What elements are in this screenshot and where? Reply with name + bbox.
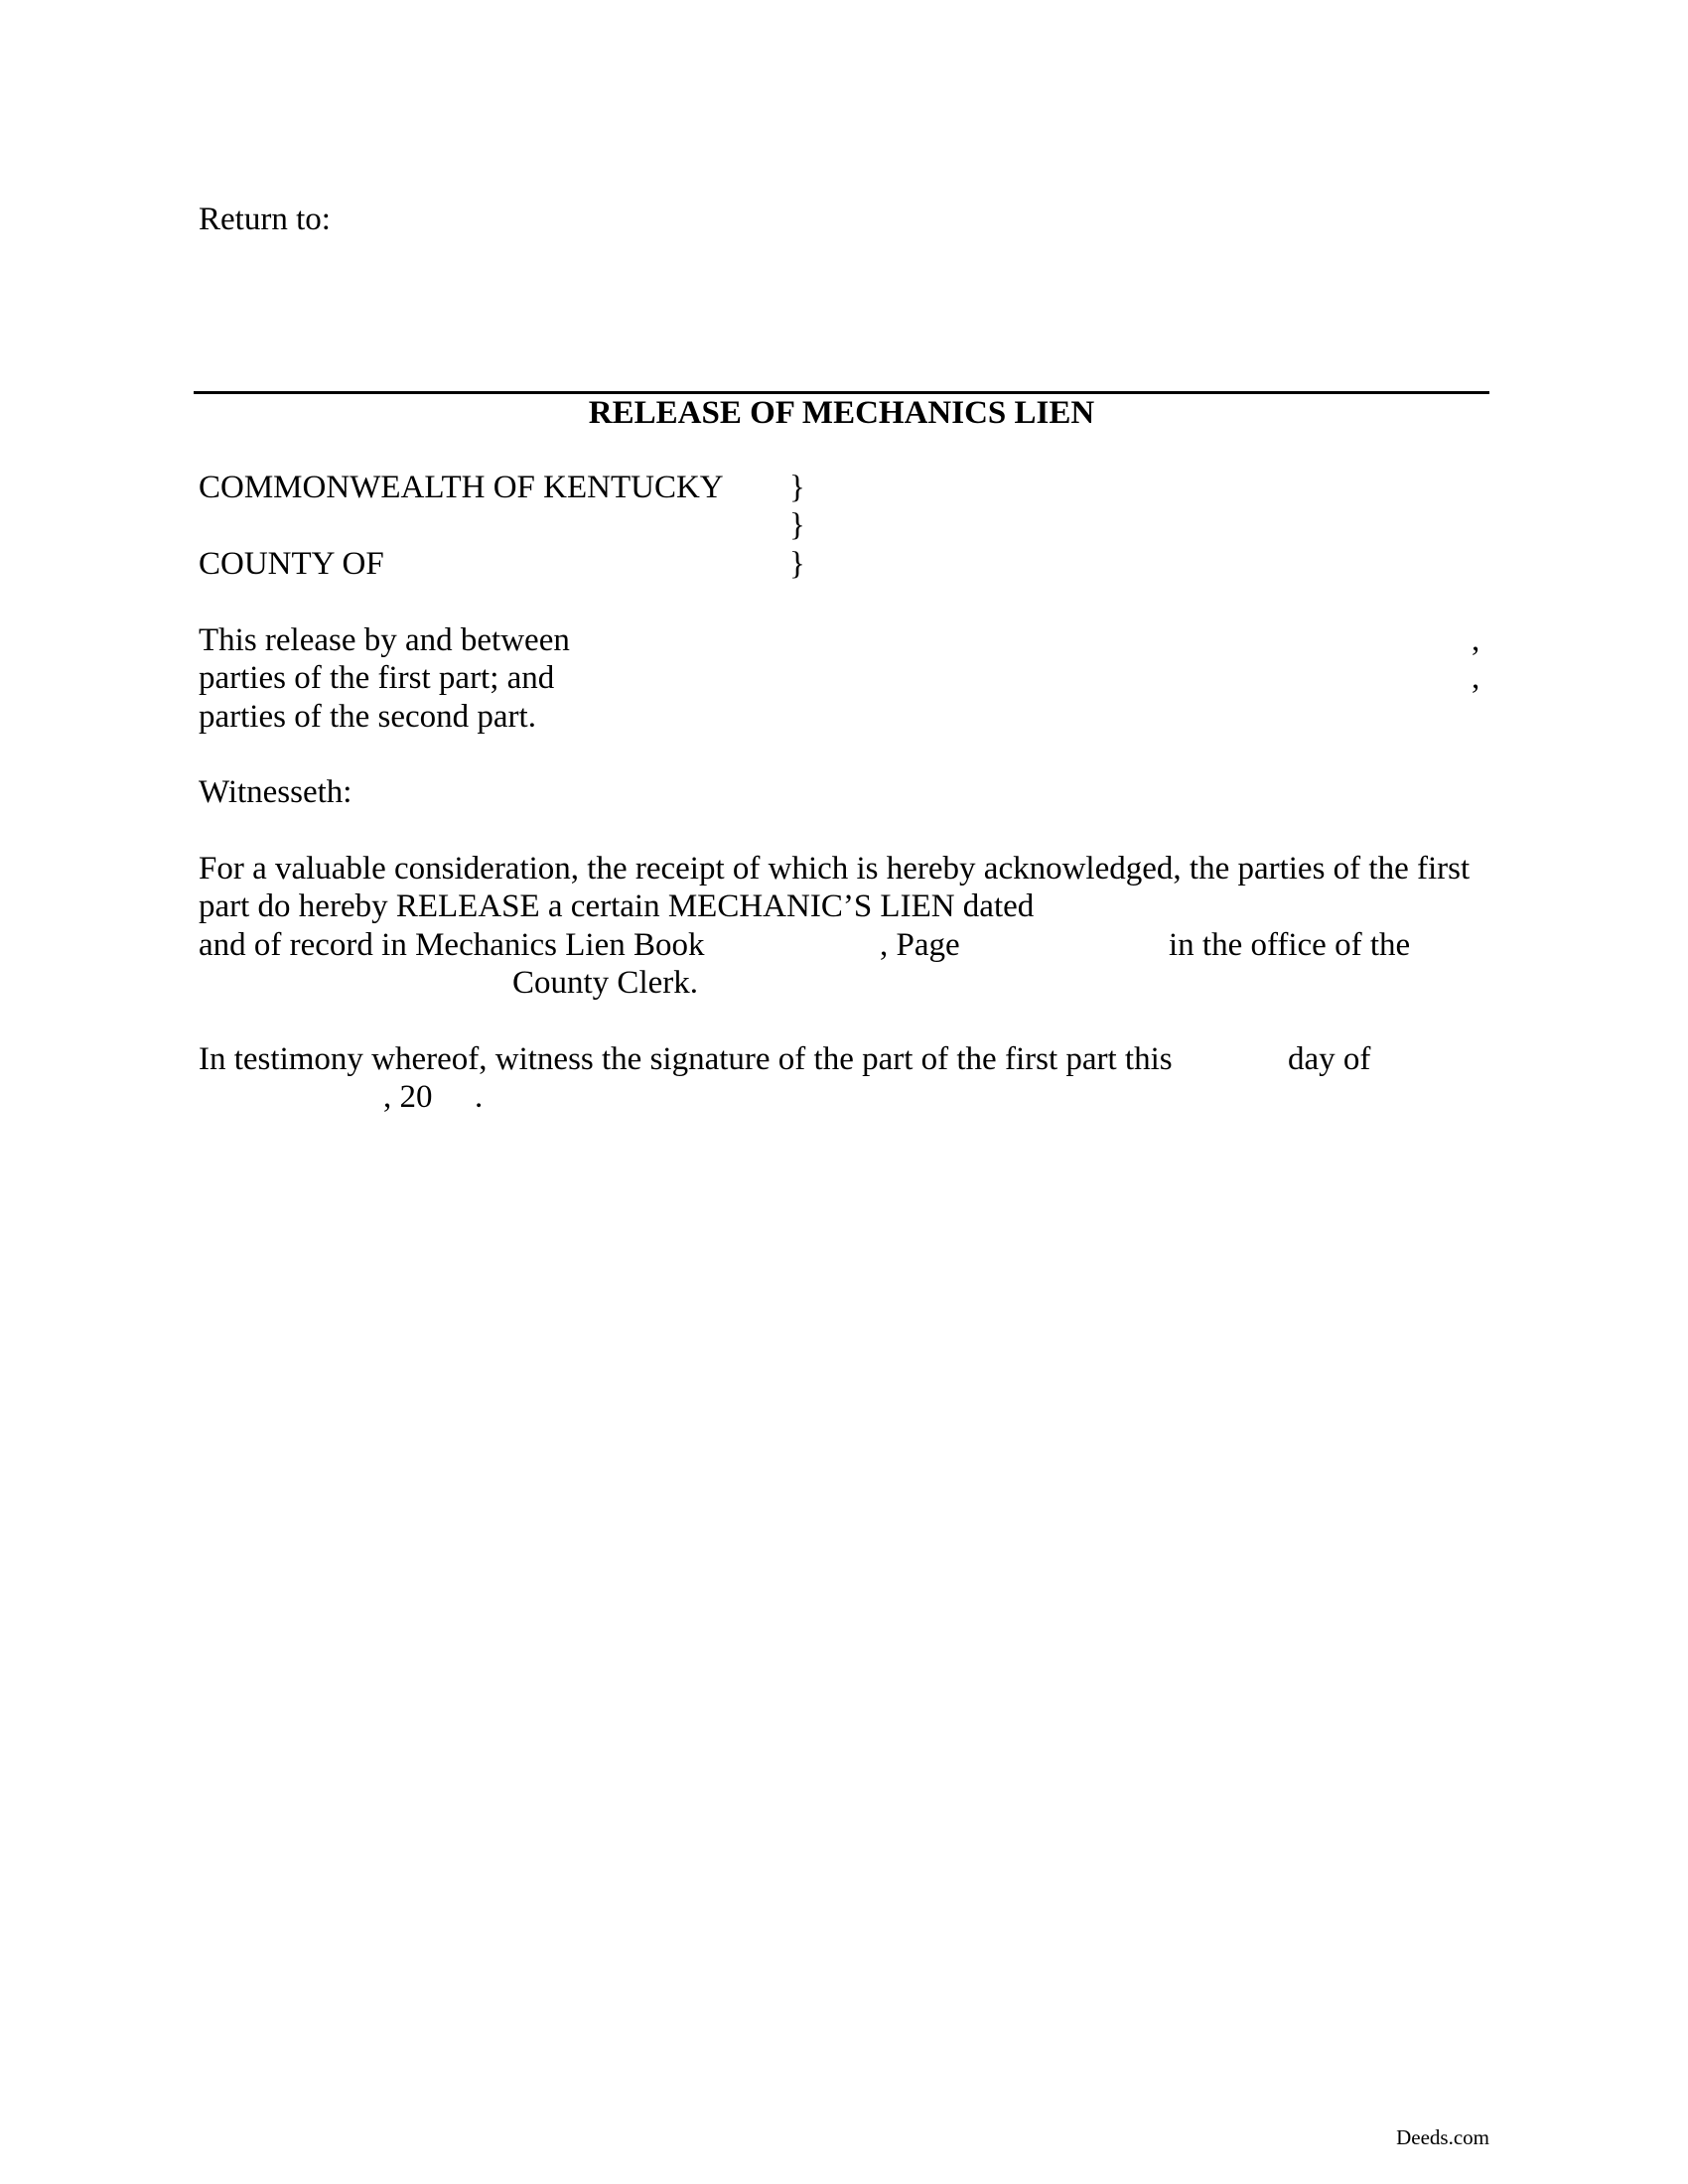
county-label: COUNTY OF	[199, 546, 384, 582]
footer-brand: Deeds.com	[1396, 2125, 1489, 2149]
release-line-1: For a valuable consideration, the receipt of which is hereby acknowledged, the parties of the first	[199, 851, 1471, 887]
state-label: COMMONWEALTH OF KENTUCKY	[199, 470, 724, 505]
release-line-3-page: , Page	[880, 927, 960, 963]
witnesseth-label: Witnesseth:	[199, 774, 352, 810]
venue-bracket: }	[789, 507, 805, 543]
testimony-period: .	[475, 1079, 484, 1115]
venue-bracket: }	[789, 470, 805, 505]
parties-line-3: parties of the second part.	[199, 699, 536, 735]
venue-bracket: }	[789, 546, 805, 582]
parties-comma-1: ,	[1472, 622, 1480, 658]
document-title: RELEASE OF MECHANICS LIEN	[588, 395, 1095, 431]
testimony-day-of: day of	[1288, 1041, 1371, 1077]
parties-line-2: parties of the first part; and	[199, 660, 555, 696]
parties-line-1: This release by and between	[199, 622, 570, 658]
testimony-year: , 20	[383, 1079, 433, 1115]
release-line-3-office: in the office of the	[1169, 927, 1411, 963]
return-to-label: Return to:	[199, 202, 331, 237]
testimony-line-1: In testimony whereof, witness the signature of the part of the first part this	[199, 1041, 1173, 1077]
parties-comma-2: ,	[1472, 660, 1480, 696]
release-line-3-book: and of record in Mechanics Lien Book	[199, 927, 705, 963]
release-line-2: part do hereby RELEASE a certain MECHANIC’S LIEN dated	[199, 888, 1035, 924]
release-line-4: County Clerk.	[512, 965, 698, 1001]
